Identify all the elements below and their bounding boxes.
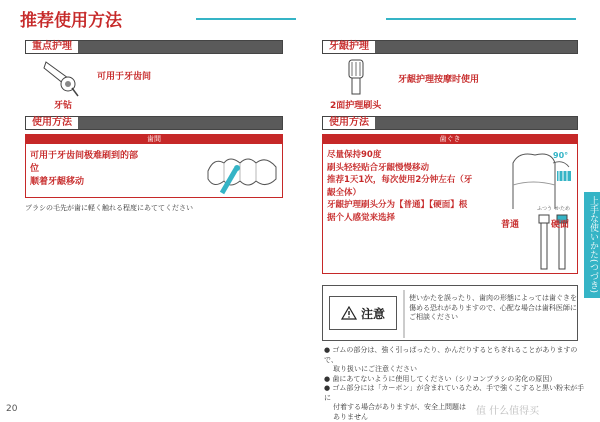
caution-title-box xyxy=(329,296,397,330)
caution-title: 注意 xyxy=(360,306,385,321)
side-tab: 上手な使いかた(つづき) xyxy=(584,192,600,298)
usage-caption: ブラシの毛先が歯に軽く触れる程度にあててください xyxy=(25,204,193,212)
brush-caption: 2面护理刷头 xyxy=(330,101,382,111)
warning-icon xyxy=(341,306,357,320)
instruction-line: 刷头轻轻贴合牙龈慢慢移动 xyxy=(327,162,430,173)
usage-line: 位 xyxy=(30,164,40,174)
section-label: 重点护理 xyxy=(26,41,78,53)
section-label: 使用方法 xyxy=(323,117,375,129)
note-item-cont: 取り扱いにご注意ください xyxy=(333,365,417,373)
caution-line: 傷める恐れがありますので、心配な場合は歯科医師に xyxy=(409,303,577,312)
caution-line: 使いかたを誤ったり、歯肉の形態によっては歯ぐきを xyxy=(409,294,577,302)
notes-list xyxy=(324,346,586,422)
watermark: 值 什么值得买 xyxy=(476,406,540,417)
note-item: ● ゴム部分には「カーボン」が含まれているため、手で強くこすると黒い粉末が手に xyxy=(324,384,585,402)
instruction-line: 推荐1天1次，每次使用2分钟左右（牙 xyxy=(327,175,473,185)
title-rule-left xyxy=(196,18,296,20)
page-title: 推荐使用方法 xyxy=(20,11,122,31)
box-header: 歯間 xyxy=(26,135,282,144)
section-label: 使用方法 xyxy=(26,117,78,129)
page-number: 20 xyxy=(6,404,18,414)
normal-label: 普通 xyxy=(501,220,520,230)
small-label-hard: かため xyxy=(555,206,571,212)
caution-box xyxy=(322,285,578,341)
box-header: 歯ぐき xyxy=(323,135,577,144)
section-label: 牙龈护理 xyxy=(323,41,375,53)
divider xyxy=(403,290,405,338)
note-item-cont: 付着する場合がありますが、安全上問題は xyxy=(333,403,466,411)
usage-box-gum xyxy=(322,134,578,274)
usage-line: 顺着牙龈移动 xyxy=(30,177,85,187)
interdental-note: 可用于牙齿间 xyxy=(97,72,152,82)
section-header-gum-care xyxy=(322,40,578,54)
section-header-usage xyxy=(25,116,283,130)
instruction-line: 牙龈护理刷头分为【普通】【硬面】根 xyxy=(327,200,468,210)
hard-label: 硬面 xyxy=(551,220,570,230)
note-item-cont: ありません xyxy=(333,412,368,421)
caution-line: ご相談ください xyxy=(409,313,458,321)
instruction-line: 据个人感觉来选择 xyxy=(327,212,396,223)
angle-label: 90° xyxy=(553,151,569,160)
usage-box-interdental xyxy=(25,134,283,198)
section-header-focus-care xyxy=(25,40,283,54)
teeth-illustration xyxy=(204,149,282,195)
gum-brush-head-illustration xyxy=(343,58,369,96)
instruction-line: 尽量保持90度 xyxy=(327,150,382,160)
note-item: ● 歯にあてないように使用してください（シリコンブラシの劣化の原因） xyxy=(324,374,557,383)
title-rule-right xyxy=(386,18,576,20)
instruction-line: 龈全体） xyxy=(327,187,362,198)
small-label-normal: ふつう xyxy=(537,206,553,212)
note-item: ● ゴムの部分は、強く引っぱったり、かんだりするとちぎれることがありますので、 xyxy=(324,346,578,364)
interdental-brush-illustration xyxy=(42,58,82,98)
brush-caption: 牙钻 xyxy=(54,101,73,111)
usage-line: 可用于牙齿间极难刷到的部 xyxy=(30,151,139,161)
section-header-usage xyxy=(322,116,578,130)
gum-brush-note: 牙龈护理按摩时使用 xyxy=(398,75,480,85)
